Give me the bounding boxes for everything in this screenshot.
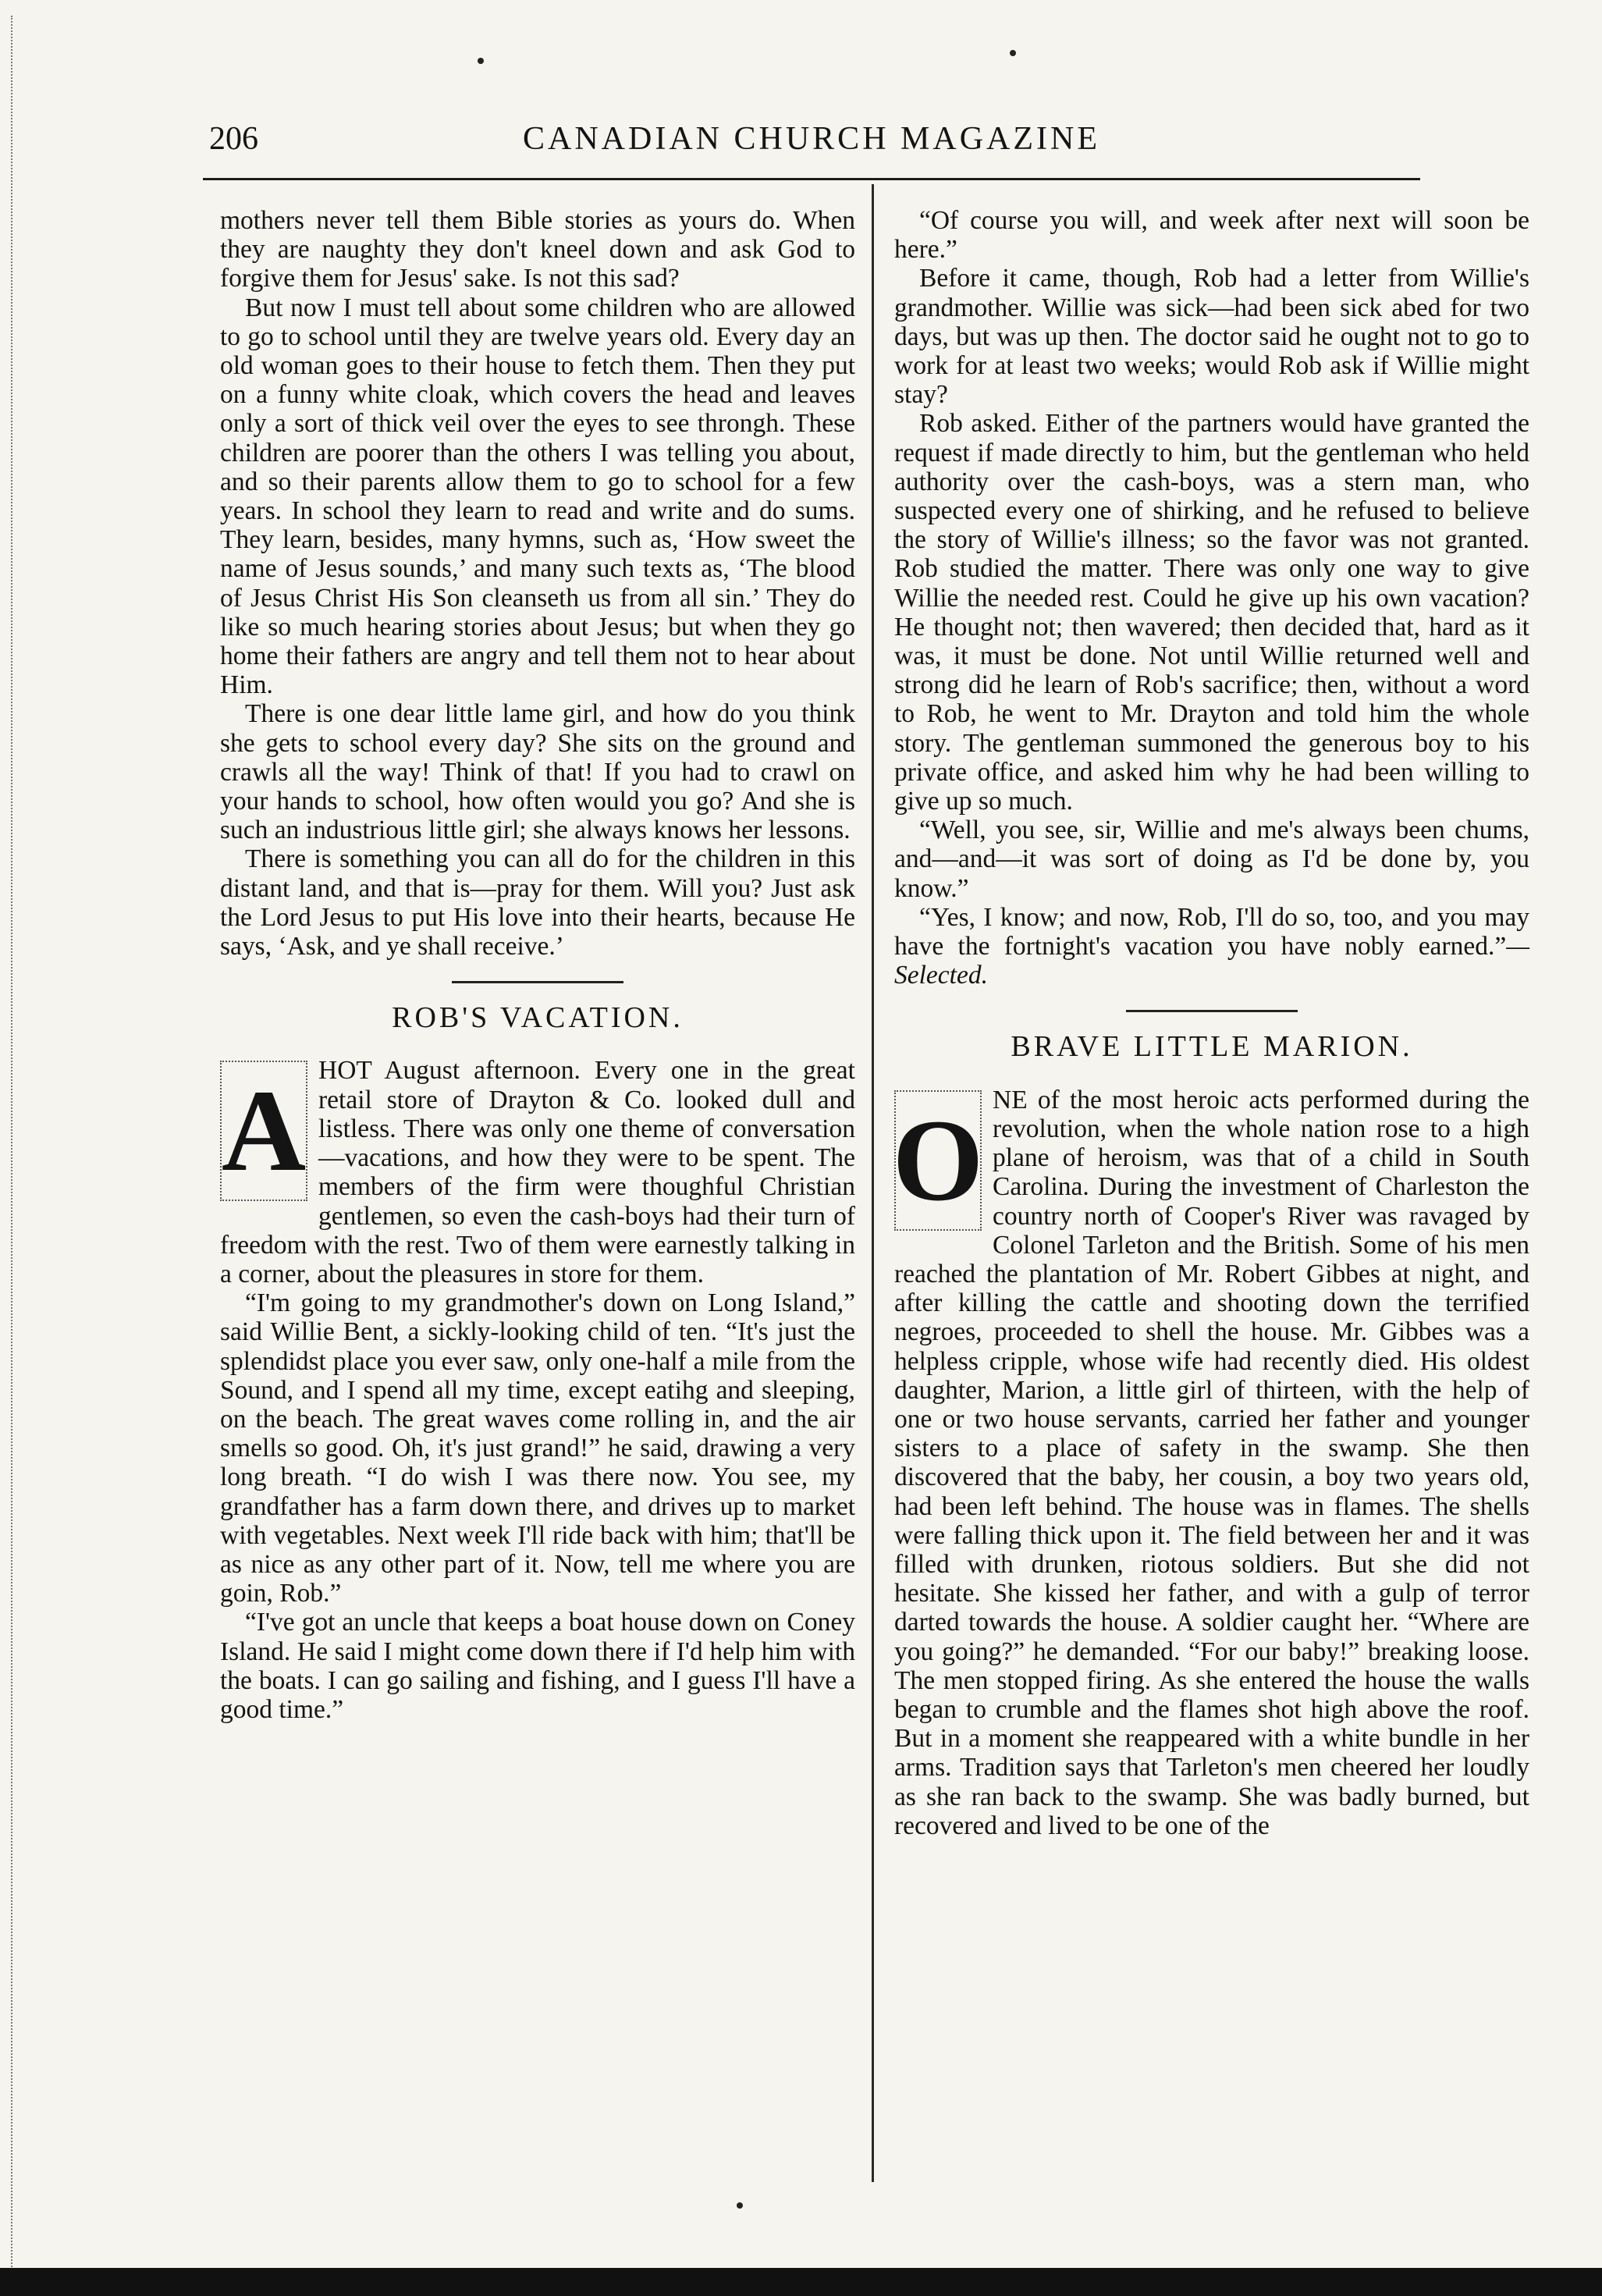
paragraph: “Of course you will, and week after next will soon be here.”	[894, 206, 1529, 265]
ornamental-initial: O	[894, 1090, 982, 1231]
print-speck	[478, 58, 484, 64]
page-header	[203, 116, 1420, 178]
paragraph: There is one dear little lame girl, and how do you think she gets to school every day? She sits on the ground and crawls all the way! Think of that! If you had to crawl on your hands to school, how often would you go? And she is such an industrious little girl; she always knows her lessons.	[220, 699, 855, 845]
paragraph: “Well, you see, sir, Willie and me's always been chums, and—and—it was sort of doing as I'd be done by, you know.”	[894, 816, 1529, 903]
header-rule	[203, 178, 1420, 180]
section-rule	[452, 981, 623, 983]
section-rule	[1126, 1010, 1298, 1012]
paragraph: mothers never tell them Bible stories as yours do. When they are naughty they don't kneel down and ask God to forgive them for Jesus' sake. Is not this sad?	[220, 206, 855, 293]
opening-paragraph	[894, 1086, 1529, 1840]
paragraph-text: HOT August afternoon. Every one in the great retail store of Drayton & Co. looked dull and listless. There was only one theme of conversation—vacations, and how they were to be spent. The members of the firm were thoughful Christian gentlemen, so even the cash-boys had their turn of freedom with the rest. Two of them were earnestly talking in a corner, about the pleasures in store for them.	[220, 1056, 855, 1288]
paragraph: “I'm going to my grandmother's down on Long Island,” said Willie Bent, a sickly-looking child of ten. “It's just the splendidst place you ever saw, only one-half a mile from the Sound, and I spend all my time, except eatihg and sleeping, on the beach. The great waves come rolling in, and the air smells so good. Oh, it's just grand!” he said, drawing a very long breath. “I do wish I was there now. You see, my grandfather has a farm down there, and drives up to market with vegetables. Next week I'll ride back with him; that'll be as nice as any other part of it. Now, tell me where you are goin, Rob.”	[220, 1288, 855, 1608]
paragraph: But now I must tell about some children who are allowed to go to school until they are twelve years old. Every day an old woman goes to their house to fetch them. Then they put on a funny white cloak, which covers the head and leaves only a sort of thick veil over the eyes to see throngh. These children are poorer than the others I was telling you about, and so their parents allow them to go to school for a few years. In school they learn to read and write and do sums. They learn, besides, many hymns, such as, ‘How sweet the name of Jesus sounds,’ and many such texts as, ‘The blood of Jesus Christ His Son cleanseth us from all sin.’ They do like so much hearing stories about Jesus; but when they go home their fathers are angry and tell them not to hear about Him.	[220, 293, 855, 700]
paragraph-text: NE of the most heroic acts performed during the revolution, when the whole nation rose to a high plane of heroism, was that of a child in South Carolina. During the investment of Charleston the country north of Cooper's River was ravaged by Colonel Tarleton and the British. Some of his men reached the plantation of Mr. Robert Gibbes at night, and after killing the cattle and shooting down the terrified negroes, proceeded to shell the house. Mr. Gibbes was a helpless cripple, whose wife had recently died. His oldest daughter, Marion, a little girl of thirteen, with the help of one or two house servants, carried her father and younger sisters to a place of safety in the swamp. She then discovered that the baby, her cousin, a boy two years old, had been left behind. The house was in flames. The shells were falling thick upon it. The field between her and it was filled with drunken, riotous soldiers. But she did not hesitate. She kissed her father, and with a gulp of terror darted towards the house. A soldier caught her. “Where are you going?” he demanded. “For our baby!” breaking loose. The men stopped firing. As she entered the house the walls began to crumble and the flames shot high above the roof. But in a moment she reappeared with a white bundle in her arms. Tradition says that Tarleton's men cheered her loudly as she ran back to the swamp. She was badly burned, but recovered and lived to be one of the	[894, 1085, 1529, 1840]
paragraph: There is something you can all do for the children in this distant land, and that is—pray for them. Will you? Just ask the Lord Jesus to put His love into their hearts, because He says, ‘Ask, and ye shall receive.’	[220, 844, 855, 961]
right-column	[894, 206, 1529, 1840]
print-speck	[1010, 50, 1016, 56]
scan-bottom-edge	[0, 2268, 1602, 2296]
ornamental-initial: A	[220, 1061, 307, 1201]
paragraph: “I've got an uncle that keeps a boat house down on Coney Island. He said I might come down there if I'd help him with the boats. I can go sailing and fishing, and I guess I'll have a good time.”	[220, 1608, 855, 1724]
scan-edge-marks	[11, 16, 17, 2279]
paragraph: Before it came, though, Rob had a letter from Willie's grandmother. Willie was sick—had been sick abed for two days, but was up then. The doctor said he ought not to go to work for at least two weeks; would Rob ask if Willie might stay?	[894, 264, 1529, 410]
section-title-robs-vacation: ROB'S VACATION.	[392, 1001, 684, 1035]
left-column	[220, 206, 855, 1724]
column-divider	[872, 184, 874, 2182]
magazine-title: CANADIAN CHURCH MAGAZINE	[523, 121, 1100, 157]
print-speck	[737, 2202, 743, 2209]
paragraph: Rob asked. Either of the partners would have granted the request if made directly to him, but the gentleman who held authority over the cash-boys, was a stern man, who suspected every one of shirking, and he refused to believe the story of Willie's illness; so the favor was not granted. Rob studied the matter. There was only one way to give Willie the needed rest. Could he give up his own vacation? He thought not; then wavered; then decided that, hard as it was, it must be done. Not until Willie returned well and strong did he learn of Rob's sacrifice; then, without a word to Rob, he went to Mr. Drayton and told him the whole story. The gentleman summoned the generous boy to his private office, and asked him why he had been willing to give up so much.	[894, 409, 1529, 816]
source-credit: —Selected.	[894, 932, 1529, 990]
paragraph-text: “Yes, I know; and now, Rob, I'll do so, too, and you may have the fortnight's vacation you have nobly earned.”	[894, 902, 1529, 961]
opening-paragraph	[220, 1056, 855, 1288]
section-title-brave-little-marion: BRAVE LITTLE MARION.	[1011, 1030, 1413, 1064]
paragraph	[894, 903, 1529, 990]
page-number: 206	[209, 121, 258, 157]
